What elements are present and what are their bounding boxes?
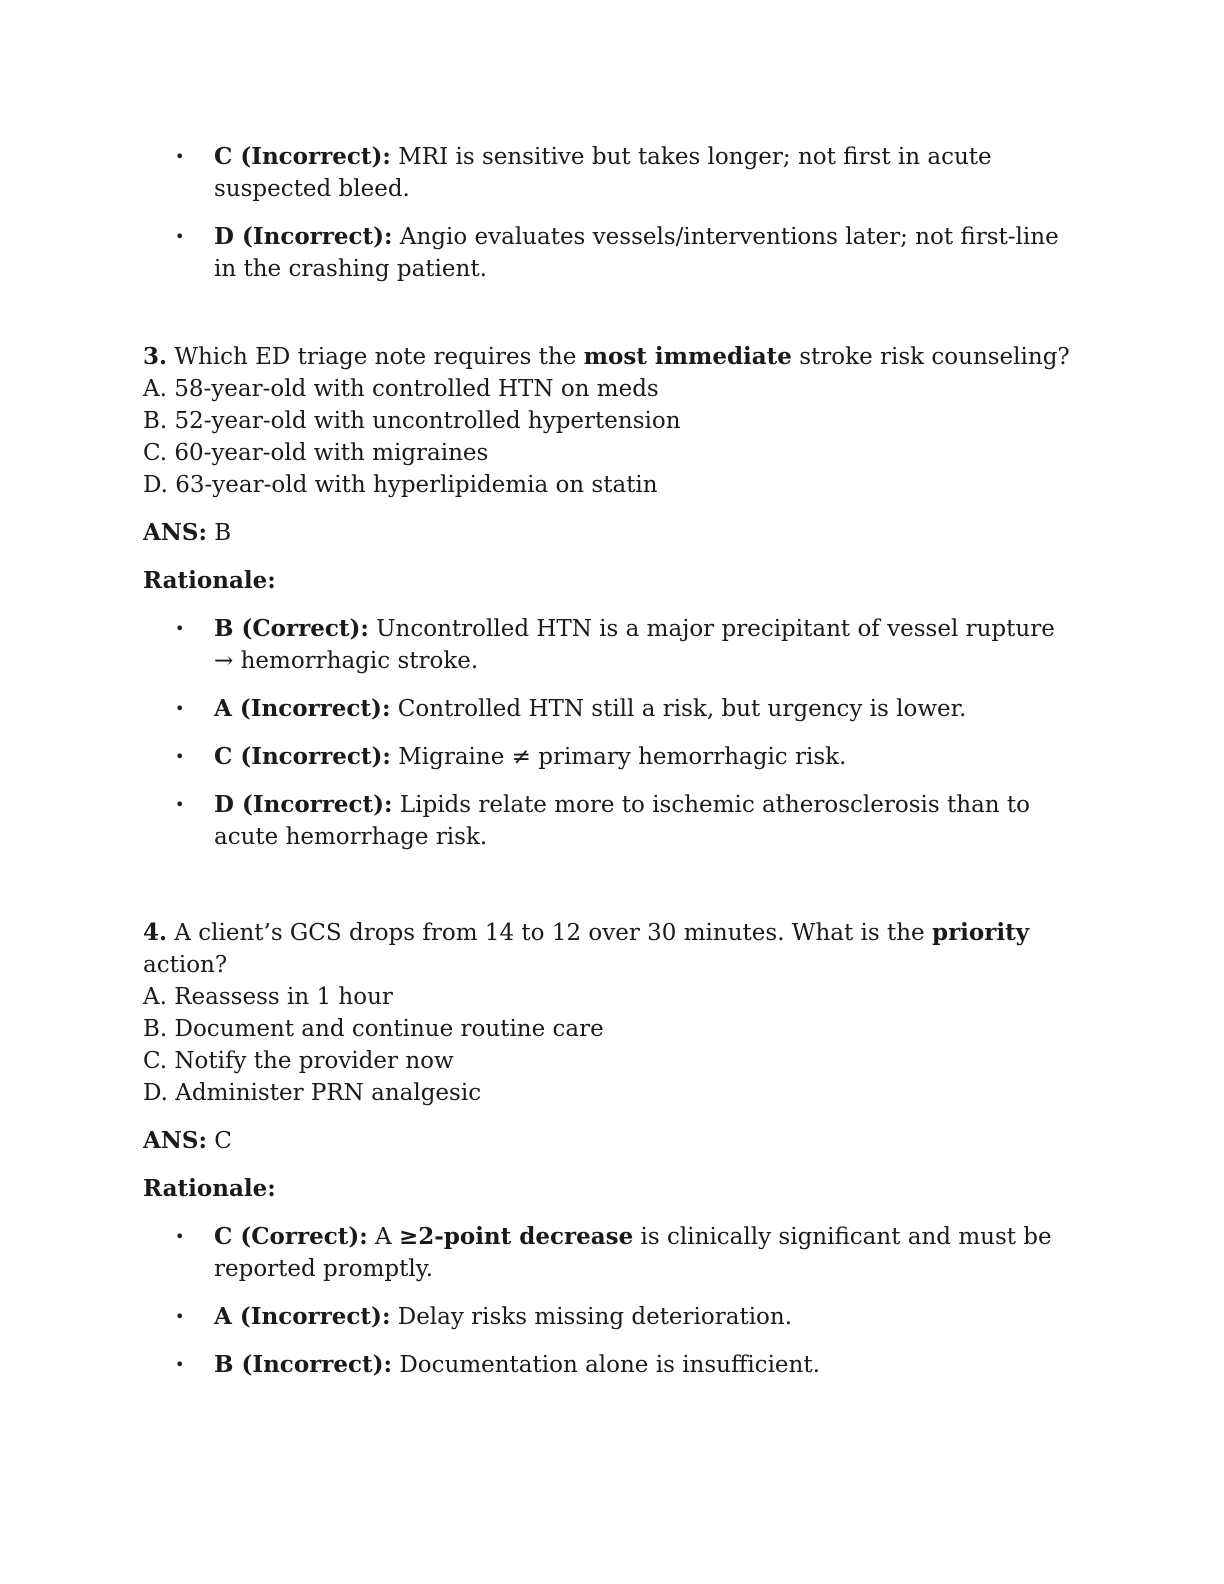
q2-rationale-list	[143, 141, 1073, 285]
rationale-label: B (Incorrect):	[214, 1351, 393, 1378]
question-stem	[143, 917, 1073, 981]
answer-label: ANS:	[143, 1127, 207, 1154]
rationale-label: A (Incorrect):	[214, 695, 391, 722]
bullet-icon: •	[175, 1307, 185, 1326]
stem-emphasis: priority	[931, 919, 1030, 946]
rationale-text: Delay risks missing deterioration.	[390, 1304, 793, 1330]
bullet-icon: •	[175, 747, 185, 766]
rationale-text: Migraine ≠ primary hemorrhagic risk.	[390, 744, 847, 770]
answer-line	[143, 1125, 1073, 1157]
rationale-text: A	[367, 1224, 399, 1250]
bullet-icon: •	[175, 795, 185, 814]
bullet-icon: •	[175, 1227, 185, 1246]
answer-value: B	[206, 520, 232, 546]
bullet-icon: •	[175, 147, 185, 166]
bullet-icon: •	[175, 227, 185, 246]
list-item	[143, 613, 1073, 677]
rationale-label: D (Incorrect):	[214, 791, 393, 818]
option-a: A. Reassess in 1 hour	[143, 984, 393, 1010]
list-item	[143, 693, 1073, 725]
option-d: D. 63-year-old with hyperlipidemia on statin	[143, 472, 658, 498]
rationale-heading	[143, 565, 1073, 597]
stem-emphasis: most immediate	[583, 343, 792, 370]
rationale-heading	[143, 1173, 1073, 1205]
list-item	[143, 221, 1073, 285]
question-3	[143, 341, 1073, 853]
bullet-icon: •	[175, 699, 185, 718]
rationale-label: C (Correct):	[214, 1223, 368, 1250]
q3-rationale-list	[143, 613, 1073, 853]
answer-value: C	[206, 1128, 232, 1154]
stem-text: stroke risk counseling?	[791, 344, 1070, 370]
rationale-text: MRI is sensitive but takes longer; not first in acute suspected bleed.	[214, 144, 992, 202]
stem-text: A client’s GCS drops from 14 to 12 over 30 minutes. What is the	[167, 920, 932, 946]
rationale-label: B (Correct):	[214, 615, 369, 642]
rationale-text: Lipids relate more to ischemic atherosclerosis than to acute hemorrhage risk.	[214, 792, 1030, 850]
list-item	[143, 141, 1073, 205]
rationale-heading-text: Rationale:	[143, 1175, 276, 1202]
option-b: B. 52-year-old with uncontrolled hypertension	[143, 408, 681, 434]
option-d: D. Administer PRN analgesic	[143, 1080, 482, 1106]
question-stem	[143, 341, 1073, 373]
option-c: C. Notify the provider now	[143, 1048, 454, 1074]
stem-text: Which ED triage note requires the	[167, 344, 584, 370]
q4-rationale-list	[143, 1221, 1073, 1381]
rationale-text: Documentation alone is insufficient.	[392, 1352, 820, 1378]
rationale-text: Angio evaluates vessels/interventions later; not first-line in the crashing patient.	[214, 224, 1059, 282]
answer-line	[143, 517, 1073, 549]
option-b: B. Document and continue routine care	[143, 1016, 604, 1042]
list-item	[143, 741, 1073, 773]
list-item	[143, 1221, 1073, 1285]
rationale-label: A (Incorrect):	[214, 1303, 391, 1330]
rationale-emphasis: ≥2-point decrease	[398, 1223, 634, 1250]
rationale-heading-text: Rationale:	[143, 567, 276, 594]
rationale-label: C (Incorrect):	[214, 143, 391, 170]
question-4	[143, 917, 1073, 1381]
rationale-label: D (Incorrect):	[214, 223, 393, 250]
answer-label: ANS:	[143, 519, 207, 546]
rationale-text: Controlled HTN still a risk, but urgency is lower.	[390, 696, 967, 722]
option-a: A. 58-year-old with controlled HTN on meds	[143, 376, 659, 402]
rationale-text: is clinically significant and must be reported promptly.	[214, 1224, 1052, 1282]
question-number: 3.	[143, 343, 168, 370]
list-item	[143, 1349, 1073, 1381]
stem-text: action?	[143, 952, 228, 978]
list-item	[143, 1301, 1073, 1333]
option-c: C. 60-year-old with migraines	[143, 440, 489, 466]
document-page	[143, 141, 1073, 1397]
bullet-icon: •	[175, 1355, 185, 1374]
bullet-icon: •	[175, 619, 185, 638]
list-item	[143, 789, 1073, 853]
rationale-label: C (Incorrect):	[214, 743, 391, 770]
rationale-text: Uncontrolled HTN is a major precipitant of vessel rupture → hemorrhagic stroke.	[214, 616, 1055, 674]
question-number: 4.	[143, 919, 168, 946]
